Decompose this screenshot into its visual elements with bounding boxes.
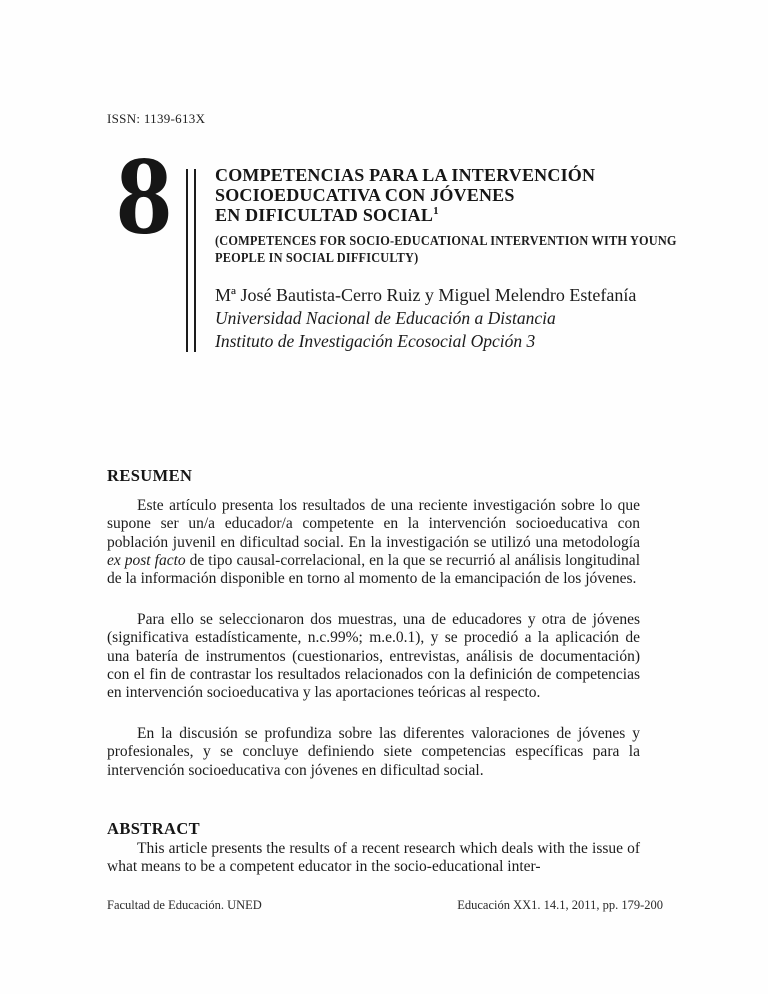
footer-faculty: Facultad de Educación. UNED	[107, 898, 262, 912]
article-number: 8	[116, 134, 172, 258]
affiliation-university: Universidad Nacional de Educación a Distancia	[215, 308, 556, 328]
resumen-paragraph-3: En la discusión se profundiza sobre las diferentes valoraciones de jóvenes y profesionales, y se concluye definiendo siete competencias específicas para la intervención socioeducativa con jóvenes en dificultad social.	[107, 725, 640, 779]
affiliation-institute: Instituto de Investigación Ecosocial Opción 3	[215, 331, 536, 351]
resumen-paragraph-1-latin-term: ex post facto	[107, 551, 186, 569]
authors-line: Mª José Bautista-Cerro Ruiz y Miguel Melendro Estefanía	[215, 285, 637, 305]
resumen-paragraph-1-part-a: Este artículo presenta los resultados de una reciente investigación sobre lo que supone ser un/a educador/a competente en la intervención socioeducativa con población juvenil en dificultad social. En la investigación se utilizó una metodología	[107, 497, 640, 551]
page-footer	[107, 898, 663, 913]
issn-label: ISSN: 1139-613X	[107, 111, 206, 126]
title-divider-rules	[186, 169, 196, 352]
title-footnote-marker: 1	[433, 205, 439, 217]
resumen-paragraph-2: Para ello se seleccionaron dos muestras, una de educadores y otra de jóvenes (significativa estadísticamente, n.c.99%; m.e.0.1), y se procedió a la aplicación de una batería de instrumentos (cuestionarios, entrevistas, análisis de documentación) con el fin de contrastar los resultados relacionados con la definición de competencias en intervención socioeducativa y las aportaciones teóricas al respecto.	[107, 611, 640, 702]
article-header	[215, 165, 677, 353]
english-subtitle	[215, 233, 677, 267]
resumen-paragraph-1	[107, 497, 640, 588]
article-title-line-1: COMPETENCIAS PARA LA INTERVENCIÓN	[215, 165, 596, 185]
english-subtitle-line-1: (COMPETENCES FOR SOCIO-EDUCATIONAL INTERVENTION WITH YOUNG	[215, 234, 677, 249]
resumen-paragraph-1-part-b: de tipo causal-correlacional, en la que se recurrió al análisis longitudinal de la información disponible en torno al momento de la emancipación de los jóvenes.	[107, 551, 640, 588]
resumen-heading: RESUMEN	[107, 466, 193, 485]
article-title-line-2: SOCIOEDUCATIVA CON JÓVENES	[215, 185, 515, 205]
article-title-line-3-text: EN DIFICULTAD SOCIAL	[215, 205, 434, 225]
abstract-heading: ABSTRACT	[107, 819, 201, 838]
english-subtitle-line-2: PEOPLE IN SOCIAL DIFFICULTY)	[215, 251, 419, 266]
article-title-line-3	[215, 205, 665, 225]
abstract-paragraph: This article presents the results of a recent research which deals with the issue of what means to be a competent educator in the socio-educational inter-	[107, 840, 640, 876]
footer-journal-reference: Educación XX1. 14.1, 2011, pp. 179-200	[457, 898, 663, 912]
